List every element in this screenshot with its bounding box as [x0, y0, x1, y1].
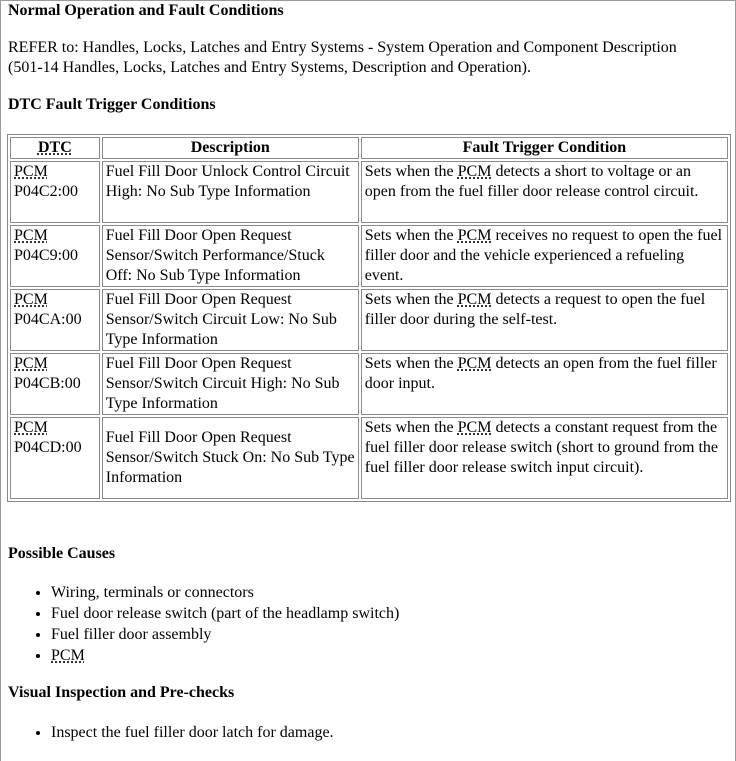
pcm-abbr: PCM [457, 227, 492, 244]
possible-causes-list [8, 582, 399, 666]
header-description: Description [102, 137, 359, 159]
dtc-cell [10, 353, 100, 415]
dtc-table [7, 134, 731, 502]
condition-cell [361, 225, 728, 287]
list-item: • Fuel door release switch (part of the headlamp switch) [51, 603, 399, 624]
table-row [10, 161, 728, 223]
description-cell: Fuel Fill Door Open Request Sensor/Switch Circuit High: No Sub Type Information [102, 353, 359, 415]
heading-possible-causes: Possible Causes [8, 545, 116, 562]
heading-visual-inspection: Visual Inspection and Pre-checks [8, 684, 235, 701]
dtc-code: P04CB:00 [14, 375, 81, 392]
table-header-row [10, 137, 728, 159]
pcm-abbr: PCM [14, 227, 48, 244]
pcm-abbr: PCM [457, 355, 492, 372]
condition-text: detects a short to voltage or an open from the fuel filler door release control circuit. [364, 163, 699, 200]
heading-normal-operation: Normal Operation and Fault Conditions [8, 2, 284, 19]
table-row [10, 289, 728, 351]
pcm-abbr: PCM [457, 163, 492, 180]
heading-dtc-fault-trigger: DTC Fault Trigger Conditions [8, 96, 216, 113]
description-cell: Fuel Fill Door Open Request Sensor/Switch Circuit Low: No Sub Type Information [102, 289, 359, 351]
dtc-abbr: DTC [37, 139, 72, 156]
list-item [51, 645, 399, 666]
table-row [10, 353, 728, 415]
condition-text: Sets when the [364, 419, 458, 436]
description-cell: Fuel Fill Door Open Request Sensor/Switch Stuck On: No Sub Type Information [102, 417, 359, 499]
condition-text: detects a constant request from the fuel filler door release switch (short to ground from the fuel filler door release switch input circuit). [364, 419, 719, 476]
list-item: • Wiring, terminals or connectors [51, 582, 399, 603]
dtc-cell [10, 225, 100, 287]
condition-cell [361, 353, 728, 415]
condition-text: Sets when the [364, 291, 458, 308]
dtc-cell [10, 161, 100, 223]
pcm-abbr: PCM [51, 647, 85, 664]
pcm-abbr: PCM [14, 419, 48, 436]
pcm-abbr: PCM [457, 419, 492, 436]
dtc-code: P04CD:00 [14, 439, 82, 456]
visual-checks-list [8, 722, 334, 743]
header-fault-trigger-condition: Fault Trigger Condition [361, 137, 728, 159]
pcm-abbr: PCM [14, 355, 48, 372]
dtc-cell [10, 289, 100, 351]
description-cell: Fuel Fill Door Open Request Sensor/Switch Performance/Stuck Off: No Sub Type Information [102, 225, 359, 287]
dtc-code: P04C2:00 [14, 183, 79, 200]
list-item: • Fuel filler door assembly [51, 624, 399, 645]
condition-text: Sets when the [364, 355, 458, 372]
dtc-code: P04C9:00 [14, 247, 79, 264]
header-dtc [10, 137, 100, 159]
dtc-cell [10, 417, 100, 499]
table-row [10, 225, 728, 287]
description-cell: Fuel Fill Door Unlock Control Circuit High: No Sub Type Information [102, 161, 359, 223]
pcm-abbr: PCM [14, 163, 48, 180]
dtc-code: P04CA:00 [14, 311, 82, 328]
condition-text: detects a request to open the fuel filler door during the self-test. [364, 291, 706, 328]
condition-text: Sets when the [364, 163, 458, 180]
pcm-abbr: PCM [457, 291, 492, 308]
list-item: • Inspect the fuel filler door latch for damage. [51, 722, 334, 743]
condition-text: receives no request to open the fuel filler door and the vehicle experienced a refueling event. [364, 227, 723, 284]
condition-text: Sets when the [364, 227, 458, 244]
condition-cell [361, 289, 728, 351]
refer-paragraph: REFER to: Handles, Locks, Latches and Entry Systems - System Operation and Component Description (501-14 Handles, Locks, Latches and Entry Systems, Description and Operation). [8, 39, 677, 76]
table-row [10, 417, 728, 499]
pcm-abbr: PCM [14, 291, 48, 308]
condition-text: detects an open from the fuel filler door input. [364, 355, 717, 392]
condition-cell [361, 161, 728, 223]
condition-cell [361, 417, 728, 499]
